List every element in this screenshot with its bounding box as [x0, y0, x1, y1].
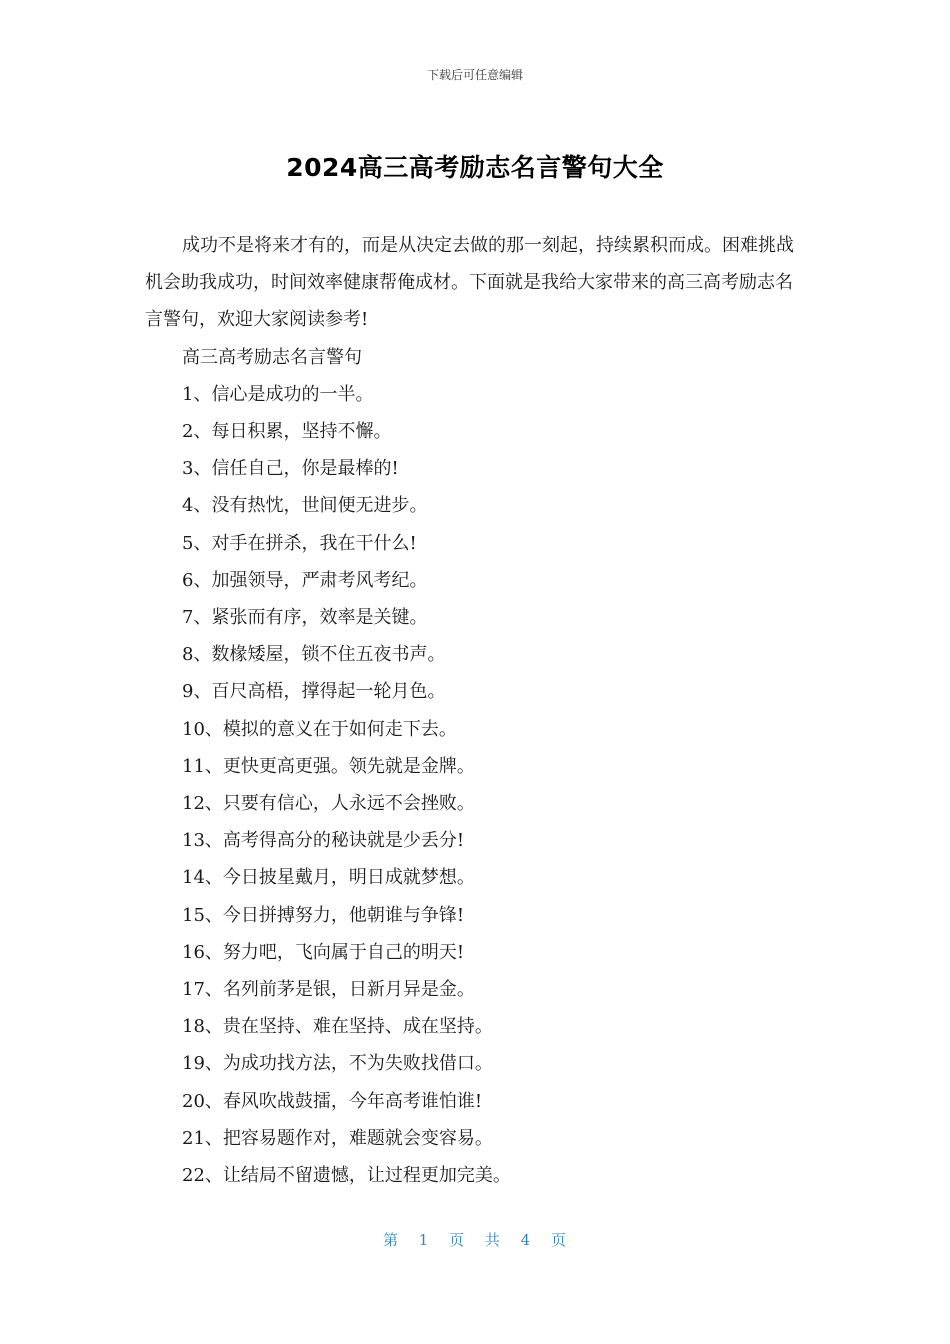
quote-item: 15、今日拼搏努力，他朝谁与争锋!	[182, 904, 465, 926]
quote-list	[145, 376, 805, 1194]
quote-item: 7、紧张而有序，效率是关键。	[182, 607, 428, 629]
quote-item: 20、春风吹战鼓擂，今年高考谁怕谁!	[182, 1090, 483, 1112]
quote-item: 10、模拟的意义在于如何走下去。	[182, 718, 457, 740]
quote-item: 16、努力吧，飞向属于自己的明天!	[182, 941, 465, 963]
quote-item: 17、名列前茅是银，日新月异是金。	[182, 979, 475, 1001]
quote-item: 9、百尺高梧，撑得起一轮月色。	[182, 681, 446, 703]
quote-item: 12、只要有信心，人永远不会挫败。	[182, 793, 475, 815]
quote-item: 3、信任自己，你是最棒的!	[182, 458, 399, 480]
quote-item: 21、把容易题作对，难题就会变容易。	[182, 1127, 493, 1149]
page-header-note: 下载后可任意编辑	[426, 68, 523, 82]
quote-item: 19、为成功找方法，不为失败找借口。	[182, 1053, 493, 1075]
quote-item: 5、对手在拼杀，我在干什么!	[182, 532, 417, 554]
document-title: 2024高三高考励志名言警句大全	[286, 153, 664, 182]
quote-item: 11、更快更高更强。领先就是金牌。	[182, 755, 475, 777]
quote-item: 18、贵在坚持、难在坚持、成在坚持。	[182, 1016, 493, 1038]
quote-item: 2、每日积累，坚持不懈。	[182, 421, 392, 443]
intro-paragraph: 成功不是将来才有的，而是从决定去做的那一刻起，持续累积而成。困难挑战机会助我成功，时间效率健康帮俺成材。下面就是我给大家带来的高三高考励志名言警句，欢迎大家阅读参考!	[145, 235, 794, 331]
quote-item: 8、数椽矮屋，锁不住五夜书声。	[182, 644, 446, 666]
quote-item: 22、让结局不留遗憾，让过程更加完美。	[182, 1165, 511, 1187]
quote-item: 4、没有热忱，世间便无进步。	[182, 495, 428, 517]
quote-item: 6、加强领导，严肃考风考纪。	[182, 569, 428, 591]
section-heading: 高三高考励志名言警句	[182, 346, 362, 368]
quote-item: 14、今日披星戴月，明日成就梦想。	[182, 867, 475, 889]
page-number-footer: 第 1 页 共 4 页	[383, 1231, 567, 1249]
quote-item: 13、高考得高分的秘诀就是少丢分!	[182, 830, 465, 852]
quote-item: 1、信心是成功的一半。	[182, 383, 374, 405]
document-body	[145, 227, 805, 1194]
